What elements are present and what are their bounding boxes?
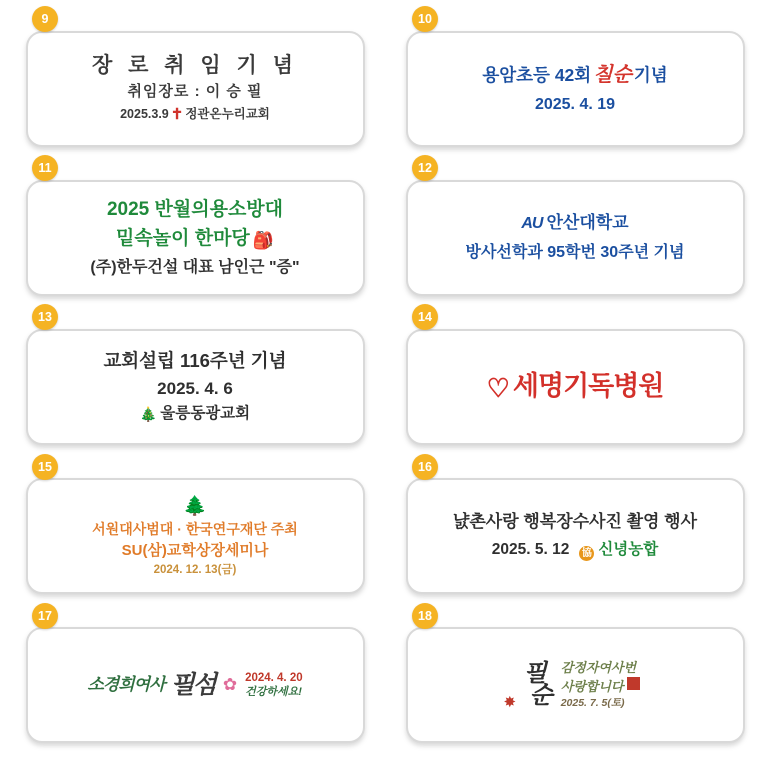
stamp-artwork-16: [445, 507, 705, 565]
heart-icon: ♡: [486, 372, 509, 403]
stamp-line-footer: [92, 105, 298, 125]
stamp-line-footer: [453, 540, 697, 561]
stamp-cell-13: [14, 310, 376, 457]
stamp-school-reunion: 용암초등 42회: [482, 65, 592, 86]
stamp-cell-17: [14, 608, 376, 756]
stamp-cell-10: [394, 12, 756, 159]
stamp-number-badge: 14: [412, 304, 438, 330]
stamp-number-badge: 12: [412, 155, 438, 181]
stamp-line-department: 방사선학과 95학번 30주년 기념: [465, 243, 685, 261]
stamp-line-name: 취임장로 : 이 승 필: [127, 83, 263, 101]
stamp-artwork-18: [408, 656, 743, 715]
stamp-number-badge: 10: [412, 6, 438, 32]
stamp-line-anniversary: 교회설립 116주년 기념: [103, 349, 287, 371]
stamp-card-10[interactable]: [406, 31, 745, 147]
stamp-card-18[interactable]: [406, 627, 745, 743]
stamp-number-badge: 9: [32, 6, 58, 32]
stamp-milestone-stack: [503, 659, 553, 711]
stamp-line-host: 서원대사범대 · 한국연구재단 주최: [92, 521, 298, 538]
stamp-number-badge: 18: [412, 603, 438, 629]
university-logo-icon: AU: [521, 215, 543, 233]
stamp-milestone-char-2: 순: [529, 682, 553, 710]
stamp-hospital-name: 세명기독병원: [512, 370, 664, 401]
stamp-cell-9: [14, 12, 376, 159]
stamp-coop-name: 신녕농합: [598, 541, 659, 559]
stamp-artwork-13: [95, 345, 294, 430]
stamp-line-hospital: [487, 368, 664, 406]
stamp-card-15[interactable]: [26, 478, 365, 594]
stamp-line-title: [482, 61, 667, 88]
stamp-person-name: 소경희여사: [87, 674, 165, 694]
stamp-message-text: 사랑합니다: [560, 678, 624, 694]
stamp-event-name: 밑속놀이 한마당: [116, 227, 250, 249]
seal-icon: [627, 677, 640, 690]
stamp-milestone-char-1: 필: [523, 659, 547, 687]
snowflake-icon: ✸: [503, 693, 517, 711]
stamp-date: 2024. 12. 13(금): [153, 564, 237, 577]
stamp-handwriting-word: 칠순: [593, 62, 632, 87]
stamp-cell-15: [14, 459, 376, 607]
stamp-milestone-word: 필섬: [170, 670, 215, 699]
stamp-line-church: [103, 404, 286, 425]
stamp-church-name: 울릉동광교회: [160, 405, 251, 423]
stamp-greeting: 건강하세요!: [245, 685, 302, 698]
stamp-message-line-1: 감정자여사번: [560, 659, 637, 675]
stamp-card-17[interactable]: [26, 627, 365, 743]
stamp-artwork-12: [458, 208, 693, 268]
nonghyup-logo-icon: 協: [579, 546, 594, 561]
stamp-artwork-10: [474, 57, 675, 120]
stamp-card-9[interactable]: [26, 31, 365, 147]
stamp-line-university: [466, 212, 685, 235]
lucky-pouch-icon: 🎒: [252, 230, 274, 250]
stamp-artwork-9: [84, 48, 306, 130]
stamp-cell-12: [394, 161, 756, 308]
stamp-line-seminar: SU(삼)교학상장세미나: [121, 542, 269, 560]
cross-icon: ✝: [170, 106, 184, 124]
stamp-card-13[interactable]: [26, 329, 365, 445]
stamp-card-11[interactable]: [26, 180, 365, 296]
stamp-line-title: 장 로 취 임 기 념: [92, 53, 298, 77]
stamp-number-badge: 13: [32, 304, 58, 330]
stamp-cell-14: [394, 310, 756, 457]
stamp-card-14[interactable]: [406, 329, 745, 445]
stamp-number-badge: 17: [32, 603, 58, 629]
stamp-number-badge: 15: [32, 454, 58, 480]
stamp-artwork-17: [28, 665, 363, 707]
stamp-date: 2025. 4. 19: [534, 96, 616, 114]
tree-icon: 🎄: [139, 406, 158, 423]
stamp-cell-16: [394, 459, 756, 607]
stamp-date: 2025. 7. 5(토): [560, 697, 625, 710]
stamp-cell-11: [14, 161, 376, 308]
stamp-church-name: 정관온누리교회: [185, 107, 270, 122]
flower-icon: ✿: [222, 674, 238, 694]
stamp-side-text: [561, 660, 641, 711]
stamp-commemoration-word: 기념: [633, 65, 668, 86]
stamp-artwork-14: [479, 364, 672, 410]
stamp-date: 2025. 5. 12: [491, 541, 570, 559]
stamp-card-16[interactable]: [406, 478, 745, 594]
stamp-line-sponsor: (주)한두건설 대표 남인근 "증": [90, 258, 300, 276]
stamp-artwork-15: [84, 490, 306, 583]
stamp-line-event: [90, 226, 299, 253]
tree-icon: 🌲: [183, 495, 207, 517]
stamp-number-badge: 11: [32, 155, 58, 181]
stamp-date: 2024. 4. 20: [245, 672, 303, 685]
stamp-side-text: [245, 671, 303, 699]
stamp-number-badge: 16: [412, 454, 438, 480]
stamp-cell-18: [394, 608, 756, 756]
stamp-card-12[interactable]: [406, 180, 745, 296]
stamp-date: 2025.3.9: [120, 107, 169, 122]
stamp-artwork-11: [82, 193, 307, 282]
stamp-line-event: 냜촌사랑 행복장수사진 촬영 행사: [452, 512, 698, 532]
stamp-date: 2025. 4. 6: [157, 378, 233, 398]
stamp-university-name: 안산대학교: [546, 213, 629, 233]
stamp-message-line-2: [561, 677, 641, 696]
stamp-line-org: 2025 반월의용소방대: [106, 199, 284, 221]
